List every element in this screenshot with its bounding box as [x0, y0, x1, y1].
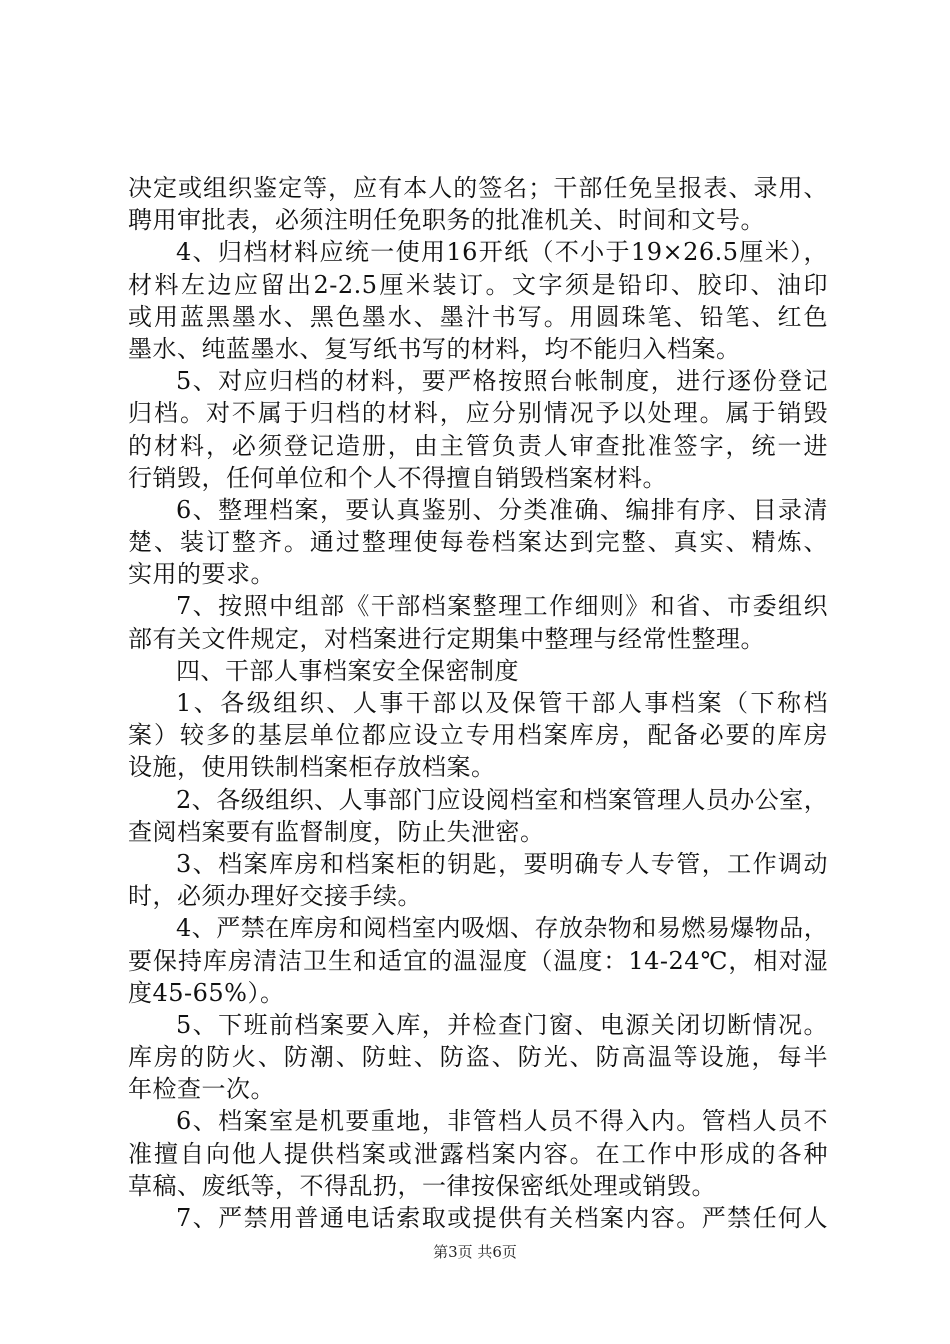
text-line: 决定或组织鉴定等，应有本人的签名；干部任免呈报表、录用、 — [128, 174, 828, 202]
text-line: 2、各级组织、人事部门应设阅档室和档案管理人员办公室， — [176, 785, 828, 814]
text-line: 6、整理档案，要认真鉴别、分类准确、编排有序、目录清 — [176, 495, 828, 524]
text-line: 库房的防火、防潮、防蛀、防盗、防光、防高温等设施，每半 — [128, 1043, 828, 1072]
text-line: 度45-65%）。 — [128, 978, 285, 1007]
text-line: 4、严禁在库房和阅档室内吸烟、存放杂物和易燃易爆物品， — [176, 914, 828, 943]
text-line: 墨水、纯蓝墨水、复写纸书写的材料，均不能归入档案。 — [128, 334, 741, 363]
text-line: 或用蓝黑墨水、黑色墨水、墨汁书写。用圆珠笔、铅笔、红色 — [128, 302, 828, 331]
text-line: 7、严禁用普通电话索取或提供有关档案内容。严禁任何人 — [176, 1204, 828, 1232]
text-line: 设施，使用铁制档案柜存放档案。 — [128, 753, 496, 782]
text-line: 4、归档材料应统一使用16开纸（不小于19×26.5厘米）， — [176, 238, 828, 267]
text-line: 5、下班前档案要入库，并检查门窗、电源关闭切断情况。 — [176, 1010, 828, 1039]
section-heading: 四、干部人事档案安全保密制度 — [176, 656, 519, 685]
page-number-footer: 第3页 共6页 — [433, 1243, 517, 1261]
text-line: 要保持库房清洁卫生和适宜的温湿度（温度：14-24℃，相对湿 — [128, 946, 828, 975]
text-line: 5、对应归档的材料，要严格按照台帐制度，进行逐份登记 — [176, 367, 828, 396]
text-line: 楚、装订整齐。通过整理使每卷档案达到完整、真实、精炼、 — [128, 528, 828, 557]
text-line: 草稿、废纸等，不得乱扔，一律按保密纸处理或销毁。 — [128, 1171, 716, 1200]
text-line: 时，必须办理好交接手续。 — [128, 882, 422, 911]
text-line: 3、档案库房和档案柜的钥匙，要明确专人专管，工作调动 — [176, 849, 828, 878]
text-line: 材料左边应留出2-2.5厘米装订。文字须是铅印、胶印、油印 — [128, 270, 828, 299]
text-line: 行销毁，任何单位和个人不得擅自销毁档案材料。 — [128, 463, 667, 492]
text-line: 6、档案室是机要重地，非管档人员不得入内。管档人员不 — [176, 1107, 828, 1136]
text-line: 年检查一次。 — [128, 1075, 275, 1104]
text-line: 1、各级组织、人事干部以及保管干部人事档案（下称档 — [176, 689, 828, 717]
text-line: 7、按照中组部《干部档案整理工作细则》和省、市委组织 — [176, 592, 828, 621]
text-line: 查阅档案要有监督制度，防止失泄密。 — [128, 817, 545, 846]
text-line: 案）较多的基层单位都应设立专用档案库房，配备必要的库房 — [128, 721, 828, 750]
document-body — [128, 172, 828, 1234]
text-line: 聘用审批表，必须注明任免职务的批准机关、时间和文号。 — [128, 206, 765, 235]
text-line: 归档。对不属于归档的材料，应分别情况予以处理。属于销毁 — [128, 399, 828, 428]
text-line: 实用的要求。 — [128, 560, 275, 589]
text-line: 部有关文件规定，对档案进行定期集中整理与经常性整理。 — [128, 624, 765, 653]
text-line: 的材料，必须登记造册，由主管负责人审查批准签字，统一进 — [128, 431, 828, 460]
text-line: 准擅自向他人提供档案或泄露档案内容。在工作中形成的各种 — [128, 1139, 828, 1168]
